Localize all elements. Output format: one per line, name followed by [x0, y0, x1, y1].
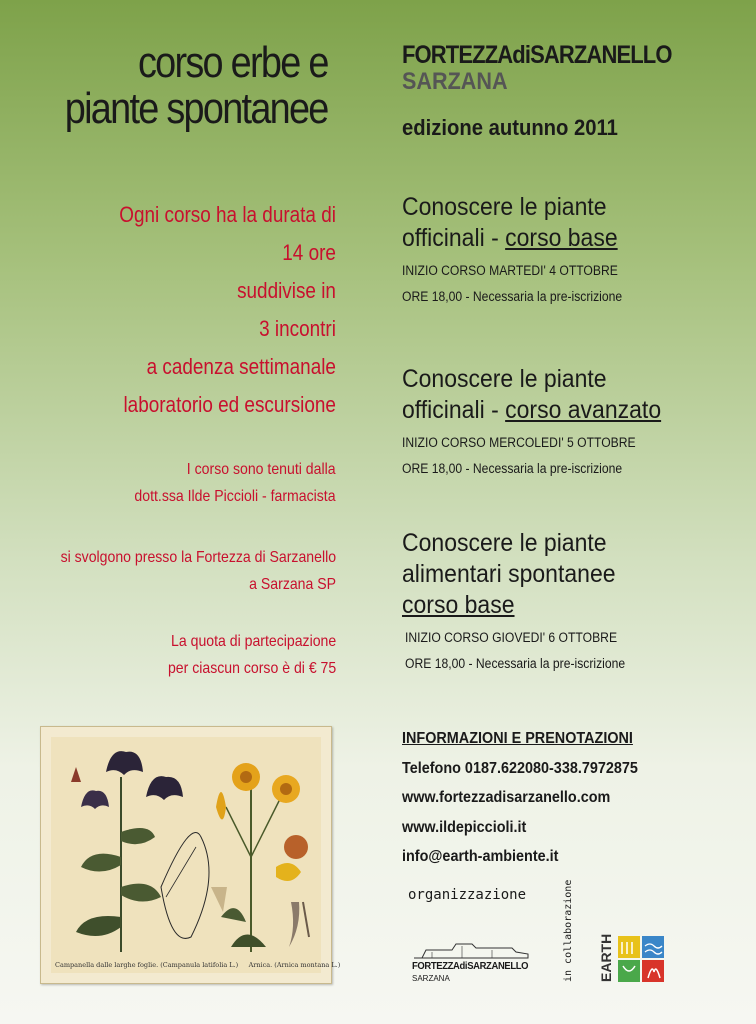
course-info: INIZIO CORSO GIOVEDI' 6 OTTOBRE ORE 18,00 - Necessaria la pre-iscrizione [405, 630, 626, 671]
duration-line: suddivise in [237, 278, 336, 303]
teacher-text [135, 456, 336, 510]
contact-email[interactable]: info@earth-ambiente.it [402, 848, 559, 865]
contact-header: INFORMAZIONI E PRENOTAZIONI [402, 730, 633, 747]
course-info: INIZIO CORSO MARTEDI' 4 OTTOBRE ORE 18,00 - Necessaria la pre-iscrizione [402, 263, 623, 304]
location-line: a Sarzana SP [249, 576, 336, 593]
duration-line: Ogni corso ha la durata di [119, 202, 336, 227]
flowers-drawing [51, 737, 321, 973]
organizer-label: organizzazione [408, 887, 527, 903]
duration-line: 3 incontri [259, 316, 336, 341]
course-title: Conoscere le piante officinali - corso avanzato [402, 365, 662, 424]
poster-title [65, 40, 328, 132]
poster-title-line-2: piante spontanee [65, 84, 328, 133]
course-duration-text [119, 196, 336, 424]
fortress-outline-icon [412, 938, 530, 960]
duration-line: laboratorio ed escursione [123, 392, 337, 417]
location-text [61, 544, 336, 598]
course-block-3 [402, 528, 747, 677]
course-block-1 [402, 192, 747, 310]
contact-website-2[interactable]: www.ildepiccioli.it [402, 818, 527, 836]
teacher-line: I corso sono tenuti dalla [187, 461, 336, 478]
course-title: Conoscere le piante alimentari spontanee corso base [402, 529, 616, 619]
collaboration-label: in collaborazione [563, 879, 574, 982]
duration-line: a cadenza settimanale [146, 354, 336, 379]
botanical-illustration [40, 726, 341, 984]
illustration-canvas [51, 737, 341, 973]
course-title: Conoscere le piante officinali - corso base [402, 193, 618, 252]
poster-title-line-1: corso erbe e [138, 38, 328, 87]
fee-text [168, 628, 336, 682]
earth-logo [598, 934, 664, 984]
fortezza-logo-sub: SARZANA [412, 974, 450, 983]
course-info: INIZIO CORSO MERCOLEDI' 5 OTTOBRE ORE 18,00 - Necessaria la pre-iscrizione [402, 435, 636, 476]
earth-elements-icon [618, 936, 664, 982]
contact-info [402, 724, 638, 872]
edition-label: edizione autunno 2011 [402, 115, 618, 140]
location-line: si svolgono presso la Fortezza di Sarzanello [60, 549, 336, 566]
earth-logo-text: EARTH [598, 933, 614, 982]
venue-name: FORTEZZAdiSARZANELLO [402, 41, 672, 69]
fortezza-logo [412, 938, 530, 984]
fee-line: La quota di partecipazione [170, 633, 336, 650]
teacher-line: dott.ssa Ilde Piccioli - farmacista [134, 488, 336, 505]
course-block-2 [402, 364, 747, 482]
contact-phone[interactable]: Telefono 0187.622080-338.7972875 [402, 759, 638, 777]
fortezza-logo-text: FORTEZZAdiSARZANELLO [412, 960, 529, 972]
duration-line: 14 ore [282, 240, 336, 265]
venue-city: SARZANA [402, 68, 508, 95]
contact-website-1[interactable]: www.fortezzadisarzanello.com [402, 789, 611, 806]
illustration-caption: Campanella dalle larghe foglie. (Campanula latifolia L.) Arnica. (Arnica montana L.) [55, 961, 341, 969]
fee-line: per ciascun corso è di € 75 [167, 660, 336, 677]
